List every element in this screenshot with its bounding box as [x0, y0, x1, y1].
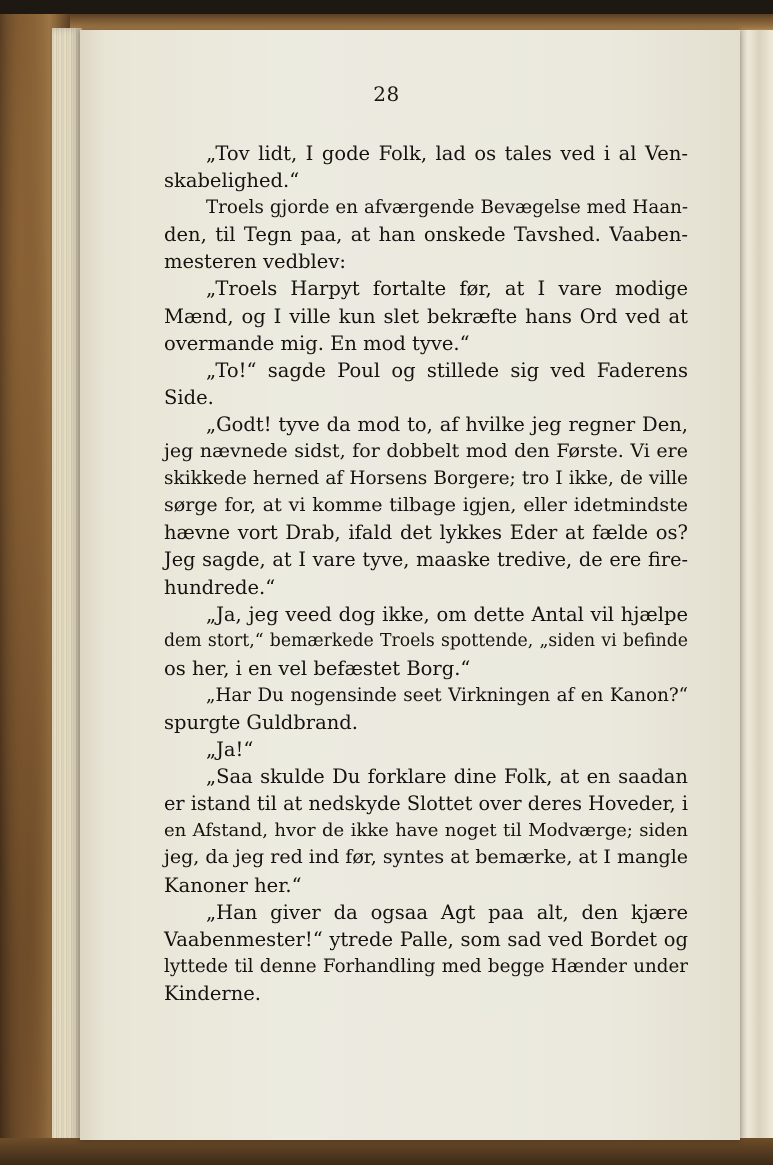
text-line: den, til Tegn paa, at han onskede Tavshed. Vaaben-: [164, 223, 688, 247]
text-line: en Afstand, hvor de ikke have noget til Modværge; siden: [164, 820, 688, 842]
text-line: „Han giver da ogsaa Agt paa alt, den kjære: [206, 900, 688, 924]
text-line: spurgte Guldbrand.: [164, 710, 358, 734]
text-line: Kinderne.: [164, 981, 262, 1005]
text-line: hundrede.“: [164, 575, 276, 599]
text-line: er istand til at nedskyde Slottet over deres Hoveder, i: [164, 792, 688, 816]
text-line: skabelighed.“: [164, 169, 300, 193]
text-line: skikkede herned af Horsens Borgere; tro I ikke, de ville: [164, 468, 688, 490]
text-line: os her, i en vel befæstet Borg.“: [164, 656, 471, 680]
text-line: „Saa skulde Du forklare dine Folk, at en saadan: [206, 765, 688, 789]
book-cover-bottom: [0, 1138, 773, 1165]
text-line: „To!“ sagde Poul og stillede sig ved Faderens: [206, 358, 688, 382]
text-line: lyttede til denne Forhandling med begge Hænder under: [164, 955, 688, 977]
page-right-edge: [738, 30, 773, 1140]
text-line: sørge for, at vi komme tilbage igjen, eller idetmindste: [164, 494, 688, 517]
text-line: dem stort,“ bemærkede Troels spottende, „siden vi befinde: [164, 630, 688, 651]
text-line: jeg, da jeg red ind før, syntes at bemærke, at I mangle: [164, 846, 689, 869]
text-line: Jeg sagde, at I vare tyve, maaske tredive, de ere fire-: [164, 548, 688, 572]
text-line: „Ja, jeg veed dog ikke, om dette Antal vil hjælpe: [206, 602, 688, 626]
text-line: „Har Du nogensinde seet Virkningen af en Kanon?“: [206, 684, 688, 706]
text-line: Vaabenmester!“ ytrede Palle, som sad ved Bordet og: [164, 927, 688, 951]
text-line: Troels gjorde en afværgende Bevægelse med Haan-: [206, 197, 688, 219]
text-line: „Ja!“: [206, 738, 254, 762]
page-stack-edge: [52, 28, 82, 1150]
text-line: overmande mig. En mod tyve.“: [164, 331, 470, 355]
text-line: Side.: [164, 385, 214, 409]
text-line: Mænd, og I ville kun slet bekræfte hans Ord ved at: [164, 304, 688, 328]
text-line: jeg nævnede sidst, for dobbelt mod den Første. Vi ere: [164, 440, 688, 463]
body-text: [164, 140, 688, 1007]
text-line: „Troels Harpyt fortalte før, at I vare modige: [206, 277, 688, 301]
text-line: „Tov lidt, I gode Folk, lad os tales ved i al Ven-: [206, 142, 688, 165]
text-line: Kanoner her.“: [164, 873, 302, 897]
text-line: mesteren vedblev:: [164, 250, 346, 274]
text-line: „Godt! tyve da mod to, af hvilke jeg regner Den,: [206, 412, 688, 436]
text-line: hævne vort Drab, ifald det lykkes Eder at fælde os?: [164, 521, 688, 545]
page-number: 28: [373, 82, 400, 106]
